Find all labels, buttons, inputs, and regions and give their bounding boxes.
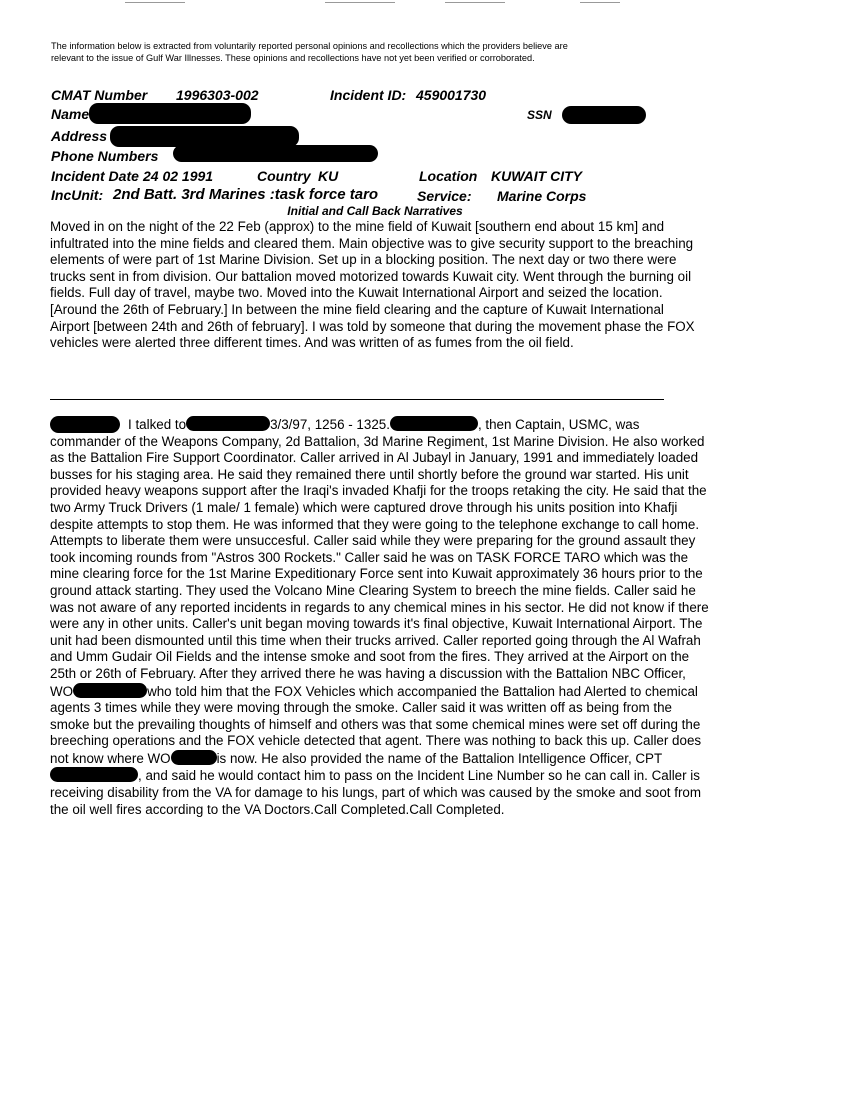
location-label: Location [419, 168, 478, 184]
incident-id-value: 459001730 [416, 87, 487, 103]
scan-line [445, 2, 505, 3]
redaction [89, 103, 251, 124]
redaction [173, 145, 378, 162]
redaction [50, 767, 138, 782]
narrative-text: who told him that the FOX Vehicles which accompanied the Battalion had Alerted to chemical agents 3 times while they were moving through the smoke. Caller said it was written off as being from the smoke but the prevailing thoughts of himself and others was that some chemical mines were set off during the breeching operations and the FOX vehicle detected that agent. There was nothing to back this up. Caller does not know where WO [50, 683, 702, 766]
divider [50, 399, 664, 400]
narrative-text: , and said he would contact him to pass on the Incident Line Number so he can call in. Caller is receiving disability from the VA for damage to his lungs, part of which was caused by the smoke and soot from the oil well fires according to the VA Doctors.Call Completed.Call Completed. [50, 768, 702, 817]
scan-line [325, 2, 395, 3]
phone-label: Phone Numbers [51, 148, 159, 164]
incident-id-label: Incident ID: [330, 87, 407, 103]
incunit-value: 2nd Batt. 3rd Marines :task force taro [113, 186, 379, 203]
incident-date-label: Incident Date [51, 168, 139, 184]
ssn-label: SSN [527, 108, 552, 122]
country-value: KU [318, 168, 339, 184]
service-value: Marine Corps [497, 188, 587, 204]
scan-line [125, 2, 185, 3]
location-value: KUWAIT CITY [491, 168, 582, 184]
disclaimer: The information below is extracted from voluntarily reported personal opinions and recollections which the providers believe are relevant to the issue of Gulf War Illnesses. These opinions and recollections have not yet been verified or corroborated. [51, 41, 568, 63]
service-label: Service: [417, 188, 472, 204]
cmat-value: 1996303-002 [176, 87, 259, 103]
redaction [73, 683, 147, 698]
redaction [110, 126, 299, 147]
redaction [390, 416, 478, 431]
address-label: Address [51, 128, 108, 144]
incunit-label: IncUnit: [51, 187, 104, 203]
redaction [186, 416, 270, 431]
narrative-text: 3/3/97, 1256 - 1325. [270, 417, 390, 432]
narrative-text: , then Captain, USMC, was commander of the Weapons Company, 2d Battalion, 3d Marine Regiment, 1st Marine Division. He also worked as the Battalion Fire Support Coordinator. Caller arrived in Al Jubayl in January, 1991 and immediately loaded busses for his staging area. He said they remained there until shortly before the ground war started. His unit provided heavy weapons support after the Iraqi's invaded Khafji for the troops retaking the city. He said that the two Army Truck Drivers (1 male/ 1 female) which were captured drove through his units position into Khafji despite attempts to stop them. He was informed that they were going to the telephone exchange to call home. Attempts to liberate them were unsuccesful. Caller said while they were preparing for the ground assault they took incoming rounds from "Astros 300 Rockets." Caller said he was on TASK FORCE TARO which was the mine clearing force for the 1st Marine Expeditionary Force sent into Kuwait approximately 36 hours prior to the ground attack starting. They used the Volcano Mine Clearing System to breech the mine fields. Caller said he was not aware of any reported incidents in regards to any chemical mines in his sector. He did not know if there were any in other units. Caller's unit began moving towards it's final objective, Kuwait International Airport. The unit had been dismounted until this time when their trucks arrived. Caller reported going through the Al Wafrah and Umm Gudair Oil Fields and the intense smoke and soot from the fires. They arrived at the Airport on the 25th or 26th of February. After they arrived there he was having a discussion with the Battalion NBC Officer, WO [50, 417, 709, 699]
initial-narrative: Moved in on the night of the 22 Feb (approx) to the mine field of Kuwait [southern end about 15 km] and infultrated into the mine fields and cleared them. Main objective was to give security support to the breaching elements of were part of 1st Marine Division. Set up in a blocking position. The next day or two there were trucks sent in from division. Our battalion moved motorized towards Kuwait city. Went through the burning oil fields. Full day of travel, maybe two. Moved into the Kuwait International Airport and seized the location. [Around the 26th of February.] In between the mine field clearing and the capture of Kuwait International Airport [between 24th and 26th of february]. I was told by someone that during the movement phase the FOX vehicles were alerted three different times. And was written of as fumes from the oil field. [50, 219, 695, 351]
redaction [171, 750, 217, 765]
cmat-label: CMAT Number [51, 87, 148, 103]
name-label: Name [51, 106, 90, 122]
incident-date-value: 24 02 1991 [143, 168, 214, 184]
narrative-text: I talked to [128, 417, 187, 432]
redaction [562, 106, 646, 124]
scan-line [580, 2, 620, 3]
narrative-text: is now. He also provided the name of the Battalion Intelligence Officer, CPT [216, 750, 663, 766]
section-title: Initial and Call Back Narratives [287, 204, 463, 218]
country-label: Country [257, 168, 311, 184]
callback-narrative [50, 416, 710, 818]
